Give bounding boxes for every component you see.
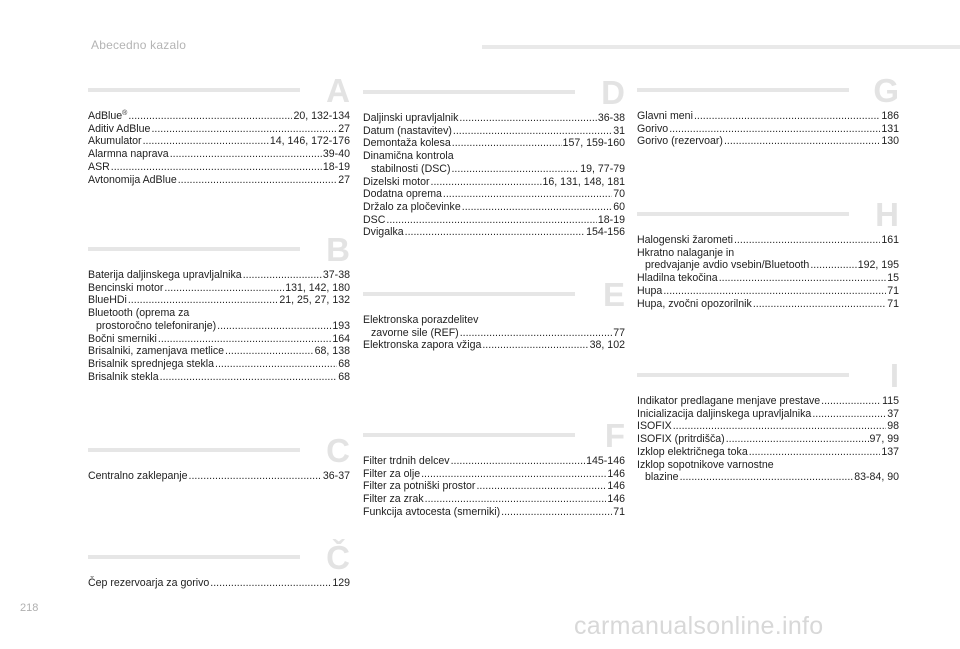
section-divider — [363, 90, 575, 94]
entry-name-text: Aditiv AdBlue — [88, 122, 151, 135]
index-entry — [363, 163, 625, 176]
dot-leader — [482, 339, 588, 352]
dot-leader — [189, 470, 322, 483]
section-letter: B — [326, 231, 350, 268]
entry-name — [88, 470, 188, 483]
dot-leader — [225, 345, 314, 358]
index-entry — [637, 408, 899, 421]
entry-pages: 15 — [887, 272, 899, 285]
dot-leader — [151, 123, 337, 136]
entry-name — [88, 269, 242, 282]
entry-name — [363, 214, 385, 227]
entry-name — [637, 395, 820, 408]
section-letter: G — [873, 72, 899, 109]
entry-pages: 71 — [613, 505, 625, 518]
entry-name — [88, 161, 110, 174]
section-entries — [363, 112, 625, 239]
entry-pages: 36-38 — [597, 112, 625, 124]
entry-name — [637, 110, 693, 123]
index-entry — [637, 433, 899, 446]
index-entry — [88, 294, 350, 307]
section-entries — [88, 577, 350, 590]
entry-pages: 145-146 — [586, 455, 625, 467]
entry-name-text: Halogenski žarometi — [637, 234, 733, 246]
entry-name-text: Gorivo (rezervoar) — [637, 135, 723, 148]
entry-pages: 137 — [881, 445, 899, 458]
entry-name-text: blazine — [645, 471, 679, 484]
entry-pages: 18-19 — [322, 160, 350, 173]
entry-name-text: AdBlue — [88, 110, 123, 122]
dot-leader — [734, 234, 880, 247]
dot-leader — [821, 395, 881, 408]
entry-pages: 83-84, 90 — [854, 471, 899, 484]
section-divider — [88, 247, 300, 251]
dot-leader — [421, 468, 606, 481]
entry-name-text: Filter za potniški prostor — [363, 480, 476, 493]
index-entry — [363, 214, 625, 227]
index-entry-first-line: Dinamična kontrola — [363, 150, 454, 163]
entry-name — [88, 174, 177, 187]
entry-name-text: Brisalnik stekla — [88, 370, 159, 383]
dot-leader — [431, 176, 542, 189]
entry-pages: 60 — [613, 200, 625, 213]
entry-name — [363, 163, 450, 176]
entry-name — [637, 408, 811, 421]
dot-leader — [663, 285, 886, 298]
entry-pages: 14, 146, 172-176 — [269, 135, 350, 148]
dot-leader — [669, 123, 880, 136]
dot-leader — [143, 135, 269, 148]
entry-name-text: Elektronska zapora vžiga — [363, 339, 482, 352]
index-entry — [637, 135, 899, 148]
index-entry — [363, 493, 625, 506]
index-entry — [88, 358, 350, 371]
entry-pages: 71 — [887, 284, 899, 297]
dot-leader — [111, 161, 322, 174]
index-entry — [363, 468, 625, 481]
entry-pages: 131 — [881, 122, 899, 135]
section-letter: E — [602, 276, 625, 313]
index-entry — [363, 480, 625, 493]
section-entries — [637, 234, 899, 310]
header-divider — [482, 45, 960, 49]
index-entry — [363, 137, 625, 150]
index-entry — [363, 455, 625, 468]
entry-name-text: predvajanje avdio vsebin/Bluetooth — [645, 259, 810, 272]
entry-name-text: stabilnosti (DSC) — [371, 162, 451, 175]
page-header-title: Abecedno kazalo — [91, 38, 187, 52]
entry-name — [363, 493, 424, 506]
entry-pages: 130 — [881, 135, 899, 148]
dot-leader — [810, 259, 856, 272]
index-entry — [88, 577, 350, 590]
index-entry — [363, 176, 625, 189]
index-entry — [363, 125, 625, 138]
entry-pages: 97, 99 — [869, 433, 899, 446]
index-entry — [637, 420, 899, 433]
entry-name — [637, 135, 723, 148]
entry-name — [363, 201, 461, 214]
section-letter: A — [326, 72, 350, 109]
entry-name — [637, 471, 679, 484]
index-entry — [88, 371, 350, 384]
entry-name-text: Datum (nastavitev) — [363, 124, 452, 137]
index-entry-first-line: Izklop sopotnikove varnostne — [637, 458, 774, 471]
section-divider — [363, 292, 575, 296]
entry-pages: 157, 159-160 — [562, 137, 625, 150]
entry-pages: 21, 25, 27, 132 — [279, 294, 350, 307]
entry-name-text: Filter za olje — [363, 467, 421, 480]
entry-name — [637, 234, 733, 247]
entry-name — [363, 339, 481, 352]
entry-name-text: Filter za zrak — [363, 493, 424, 506]
entry-pages: 37 — [887, 407, 899, 420]
entry-pages: 18-19 — [597, 213, 625, 226]
entry-pages: 27 — [338, 122, 350, 135]
entry-name — [363, 327, 459, 340]
entry-pages: 36-37 — [322, 470, 350, 482]
entry-name — [88, 294, 127, 307]
entry-name — [88, 110, 127, 123]
entry-name — [637, 123, 668, 136]
section-letter: F — [604, 417, 625, 454]
index-entry — [363, 188, 625, 201]
dot-leader — [673, 420, 886, 433]
entry-name-text: Daljinski upravljalnik — [363, 112, 459, 124]
index-entry — [363, 112, 625, 125]
entry-name — [637, 285, 662, 298]
section-letter: Č — [326, 539, 350, 576]
index-entry — [637, 471, 899, 484]
entry-name-text: Centralno zaklepanje — [88, 470, 188, 482]
entry-name — [363, 506, 500, 519]
index-entry — [363, 339, 625, 352]
entry-name-text: Dizelski motor — [363, 175, 430, 188]
entry-name-text: Avtonomija AdBlue — [88, 173, 177, 186]
entry-pages: 77 — [613, 326, 625, 339]
entry-pages: 161 — [881, 234, 899, 246]
entry-name-text: Brisalnik sprednjega stekla — [88, 357, 215, 370]
section-entries — [88, 269, 350, 383]
entry-name-text: Baterija daljinskega upravljalnika — [88, 269, 242, 281]
entry-name — [88, 123, 150, 136]
dot-leader — [753, 298, 886, 311]
section-divider — [637, 212, 849, 216]
section-letter: H — [875, 196, 899, 233]
index-entry — [88, 123, 350, 136]
section-divider — [637, 373, 849, 377]
dot-leader — [158, 333, 331, 346]
entry-name-text: Držalo za pločevinke — [363, 200, 461, 213]
entry-name — [88, 345, 224, 358]
entry-pages: 19, 77-79 — [580, 162, 625, 175]
section-letter: I — [889, 357, 899, 394]
dot-leader — [443, 188, 612, 201]
dot-leader — [812, 408, 886, 421]
index-entry — [637, 446, 899, 459]
entry-name-text: Filter trdnih delcev — [363, 455, 450, 467]
index-entry — [88, 320, 350, 333]
entry-name-text: Hladilna tekočina — [637, 272, 718, 285]
index-entry — [88, 470, 350, 483]
entry-name-text: Indikator predlagane menjave prestave — [637, 395, 821, 407]
entry-pages: 146 — [607, 480, 625, 493]
section-entries — [637, 395, 899, 484]
watermark: carmanualsonline.info — [574, 612, 824, 640]
dot-leader — [405, 226, 585, 239]
entry-name — [637, 259, 809, 272]
entry-pages: 16, 131, 148, 181 — [542, 175, 625, 188]
entry-name — [363, 480, 475, 493]
entry-name-text: DSC — [363, 213, 386, 226]
entry-name — [88, 358, 214, 371]
entry-name — [363, 226, 404, 239]
dot-leader — [160, 371, 338, 384]
entry-name — [363, 125, 452, 138]
entry-pages: 71 — [887, 297, 899, 310]
entry-name — [88, 577, 209, 590]
entry-name-text: Funkcija avtocesta (smerniki) — [363, 505, 501, 518]
dot-leader — [459, 112, 597, 125]
dot-leader — [694, 110, 880, 123]
dot-leader — [476, 480, 606, 493]
index-entry-first-line: Elektronska porazdelitev — [363, 314, 479, 326]
entry-pages: 193 — [332, 319, 350, 332]
entry-name — [637, 272, 718, 285]
entry-name-text: ISOFIX — [637, 420, 672, 433]
section-entries — [363, 314, 625, 352]
entry-name-text: Akumulator — [88, 135, 142, 148]
registered-mark: ® — [122, 110, 128, 117]
entry-name-text: zavorne sile (REF) — [371, 326, 459, 339]
entry-pages: 31 — [613, 124, 625, 137]
entry-pages: 129 — [332, 577, 350, 589]
entry-name-text: Dodatna oprema — [363, 188, 442, 201]
section-entries — [88, 470, 350, 483]
entry-name-text: Gorivo — [637, 122, 669, 135]
entry-name — [363, 176, 430, 189]
dot-leader — [460, 327, 612, 340]
dot-leader — [452, 137, 562, 150]
entry-pages: 115 — [882, 395, 899, 407]
dot-leader — [215, 358, 337, 371]
entry-pages: 186 — [881, 110, 899, 122]
entry-name-text: ISOFIX (pritrdišča) — [637, 433, 725, 446]
entry-name-text: Hupa — [637, 284, 663, 297]
index-entry — [88, 148, 350, 161]
entry-name — [88, 371, 159, 384]
entry-name — [88, 135, 142, 148]
index-entry — [637, 234, 899, 247]
entry-name — [363, 455, 450, 468]
section-divider — [88, 448, 300, 452]
section-divider — [88, 88, 300, 92]
section-entries — [637, 110, 899, 148]
entry-name — [363, 468, 420, 481]
dot-leader — [726, 433, 869, 446]
index-entry — [363, 506, 625, 519]
entry-pages: 39-40 — [322, 148, 350, 161]
entry-pages: 68 — [338, 357, 350, 370]
dot-leader — [217, 320, 331, 333]
section-divider — [363, 433, 575, 437]
dot-leader — [451, 455, 586, 468]
index-entry — [637, 272, 899, 285]
entry-name-text: Demontaža kolesa — [363, 137, 451, 150]
index-entry-first-line: Bluetooth (oprema za — [88, 307, 190, 320]
dot-leader — [451, 163, 579, 176]
index-entry — [637, 298, 899, 311]
dot-leader — [453, 125, 612, 138]
index-entry — [88, 333, 350, 346]
entry-name-text: BlueHDi — [88, 294, 127, 307]
dot-leader — [749, 446, 881, 459]
entry-pages: 146 — [607, 467, 625, 480]
entry-name — [88, 148, 169, 161]
entry-name — [88, 333, 157, 346]
entry-pages: 70 — [613, 188, 625, 201]
entry-name — [363, 188, 442, 201]
entry-pages: 164 — [332, 332, 350, 345]
entry-pages: 98 — [887, 420, 899, 433]
dot-leader — [128, 294, 278, 307]
entry-name-text: Čep rezervoarja za gorivo — [88, 577, 210, 589]
section-letter: C — [326, 432, 350, 469]
entry-pages: 37-38 — [322, 269, 350, 281]
page-number: 218 — [20, 602, 39, 614]
index-entry — [88, 269, 350, 282]
dot-leader — [724, 135, 880, 148]
index-entry — [637, 285, 899, 298]
index-entry — [88, 110, 350, 123]
entry-name — [88, 282, 163, 295]
entry-name-text: Glavni meni — [637, 110, 693, 122]
entry-pages: 146 — [607, 493, 625, 506]
dot-leader — [462, 201, 612, 214]
dot-leader — [680, 471, 854, 484]
entry-name-text: Bočni smerniki — [88, 332, 157, 345]
entry-name-text: Dvigalka — [363, 226, 404, 239]
dot-leader — [501, 506, 612, 519]
index-entry — [363, 201, 625, 214]
section-divider — [88, 555, 300, 559]
entry-name — [637, 433, 725, 446]
entry-name — [637, 298, 752, 311]
entry-pages: 154-156 — [586, 226, 625, 239]
dot-leader — [425, 493, 607, 506]
index-entry-first-line: Hkratno nalaganje in — [637, 246, 735, 259]
dot-leader — [719, 272, 887, 285]
entry-name-text: Inicializacija daljinskega upravljalnika — [637, 407, 812, 420]
entry-pages: 27 — [338, 173, 350, 186]
entry-name — [363, 112, 458, 125]
section-divider — [637, 88, 849, 92]
index-entry — [88, 174, 350, 187]
index-entry — [363, 327, 625, 340]
index-entry — [637, 395, 899, 408]
entry-name-text: Hupa, zvočni opozorilnik — [637, 297, 752, 310]
dot-leader — [170, 148, 322, 161]
index-entry — [88, 345, 350, 358]
index-entry — [88, 282, 350, 295]
entry-name-text: Alarmna naprava — [88, 148, 169, 161]
entry-name — [88, 320, 216, 333]
index-entry — [88, 161, 350, 174]
index-entry — [637, 110, 899, 123]
entry-name-text: Bencinski motor — [88, 281, 164, 294]
index-entry — [637, 123, 899, 136]
index-entry — [363, 226, 625, 239]
index-entry — [637, 259, 899, 272]
entry-pages: 20, 132-134 — [293, 110, 350, 122]
dot-leader — [178, 174, 337, 187]
entry-name-text: Brisalniki, zamenjava metlice — [88, 345, 225, 358]
section-entries — [88, 110, 350, 186]
dot-leader — [243, 269, 322, 282]
entry-name-text: Izklop električnega toka — [637, 445, 748, 458]
dot-leader — [386, 214, 597, 227]
section-letter: D — [601, 74, 625, 111]
entry-pages: 38, 102 — [589, 339, 625, 352]
entry-pages: 192, 195 — [857, 259, 899, 272]
entry-pages: 131, 142, 180 — [285, 281, 350, 294]
entry-name — [637, 446, 748, 459]
dot-leader — [128, 110, 292, 123]
entry-name-text: prostoročno telefoniranje) — [96, 319, 217, 332]
entry-name — [637, 420, 672, 433]
entry-name-text: ASR — [88, 160, 110, 173]
index-entry — [88, 135, 350, 148]
entry-pages: 68 — [338, 370, 350, 383]
section-entries — [363, 455, 625, 519]
dot-leader — [164, 282, 284, 295]
entry-pages: 68, 138 — [314, 345, 350, 358]
entry-name — [363, 137, 451, 150]
dot-leader — [210, 577, 331, 590]
